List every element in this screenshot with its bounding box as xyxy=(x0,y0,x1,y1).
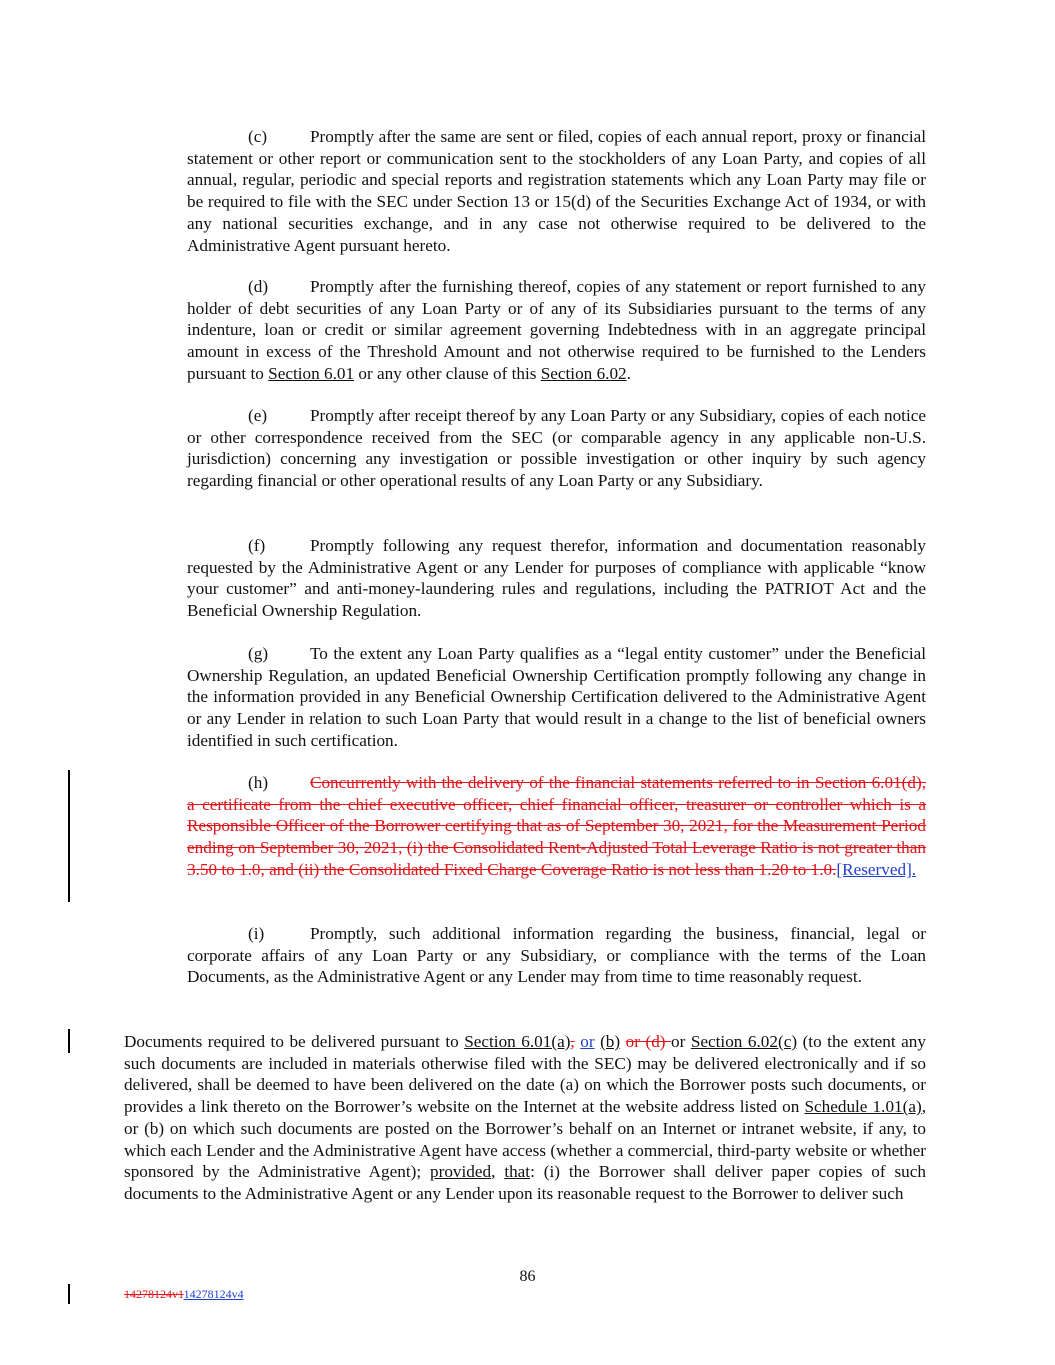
defined-term-that: that xyxy=(504,1162,531,1182)
paragraph-text: : (i) the Borrower shall deliver paper copies of such documents to the Administrative Agent or any Lender upon its reasonable request to the Borrower to deliver such xyxy=(124,1162,926,1203)
paragraph-text: Documents required to be delivered pursuant to xyxy=(124,1032,465,1051)
paragraph-label: (e) xyxy=(248,406,268,425)
paragraph-label: (d) xyxy=(248,277,269,296)
inserted-text: [Reserved]. xyxy=(836,859,917,879)
inserted-text: or xyxy=(580,1032,595,1051)
paragraph-text: or any other clause of this xyxy=(354,363,541,383)
paragraph-label: (h) xyxy=(248,773,269,792)
paragraph-text: To the extent any Loan Party qualifies as a “legal entity customer” under the Beneficial Ownership Regulation, an updated Beneficial Ownership Certification promptly following any change in the information provided in any Beneficial Ownership Certification delivered to the Administrative Agent or any Lender in relation to such Loan Party that would result in a change to the list of beneficial owners identified in such certification. xyxy=(187,644,926,750)
paragraph-text: . xyxy=(626,363,631,383)
paragraph-d xyxy=(187,276,926,385)
paragraph-text: , or (b) on which such documents are posted on the Borrower’s behalf on an Internet or intranet website, if any, to which each Lender and the Administrative Agent have access (whether a commercial, third-party website or whether sponsored by the Administrative Agent); xyxy=(124,1097,927,1182)
paragraph-g xyxy=(187,643,926,752)
section-reference: (b) xyxy=(600,1032,621,1051)
change-bar xyxy=(68,770,70,902)
paragraph-label: (i) xyxy=(248,924,265,943)
deleted-text: Concurrently with the delivery of the financial statements referred to in Section 6.01(d), a certificate from the chief executive officer, chief financial officer, treasurer or controller which is a Responsible Officer of the Borrower certifying that as of September 30, 2021, for the Measurement Period ending on September 30, 2021, (i) the Consolidated Rent-Adjusted Total Leverage Ratio is not greater than 3.50 to 1.0, and (ii) the Consolidated Fixed Charge Coverage Ratio is not less than 1.20 to 1.0. xyxy=(187,773,926,879)
page-number: 86 xyxy=(519,1268,536,1285)
paragraph-label: (g) xyxy=(248,644,269,663)
closing-paragraph xyxy=(124,1031,926,1205)
section-reference: Section 6.01 xyxy=(268,363,355,383)
deleted-text: , xyxy=(570,1032,575,1051)
paragraph-text: or xyxy=(671,1032,691,1051)
paragraph-text: , xyxy=(491,1162,505,1182)
section-reference: Section 6.02 xyxy=(540,363,627,383)
paragraph-c xyxy=(187,126,926,256)
paragraph-i xyxy=(187,923,926,988)
schedule-reference: Schedule 1.01(a) xyxy=(804,1097,922,1117)
paragraph-text: Promptly after receipt thereof by any Loan Party or any Subsidiary, copies of each notice or other correspondence received from the SEC (or comparable agency in any applicable non-U.S. jurisdiction) concerning any investigation or possible investigation or other inquiry by such agency regarding financial or other operational results of any Loan Party or any Subsidiary. xyxy=(187,406,926,491)
paragraph-h xyxy=(187,772,926,881)
paragraph-f xyxy=(187,535,926,622)
document-id xyxy=(124,1287,244,1302)
section-reference: Section 6.02(c) xyxy=(690,1032,798,1051)
paragraph-text: Promptly following any request therefor, information and documentation reasonably requested by the Administrative Agent or any Lender for purposes of compliance with applicable “know your customer” and anti-money-laundering rules and regulations, including the PATRIOT Act and the Beneficial Ownership Regulation. xyxy=(187,536,926,621)
paragraph-text: Promptly, such additional information regarding the business, financial, legal or corporate affairs of any Loan Party or any Subsidiary, or compliance with the terms of the Loan Documents, as the Administrative Agent or any Lender may from time to time reasonably request. xyxy=(187,924,926,987)
section-reference: Section 6.01(a) xyxy=(464,1032,571,1051)
deleted-text: or (d) xyxy=(625,1032,672,1051)
change-bar xyxy=(68,1284,70,1304)
paragraph-text: Promptly after the furnishing thereof, copies of any statement or report furnished to any holder of debt securities of any Loan Party or of any of its Subsidiaries pursuant to the terms of any indenture, loan or credit or similar agreement governing Indebtedness with in an aggregate principal amount in excess of the Threshold Amount and not otherwise required to be furnished to the Lenders pursuant to xyxy=(187,277,926,383)
paragraph-text: Promptly after the same are sent or filed, copies of each annual report, proxy or financial statement or other report or communication sent to the stockholders of any Loan Party, and copies of all annual, regular, periodic and special reports and registration statements which any Loan Party may file or be required to file with the SEC under Section 13 or 15(d) of the Securities Exchange Act of 1934, or with any national securities exchange, and in any case not otherwise required to be delivered to the Administrative Agent pursuant hereto. xyxy=(187,127,926,255)
paragraph-text: (to the extent any such documents are included in materials otherwise filed with the SEC) may be delivered electronically and if so delivered, shall be deemed to have been delivered on the date (a) on which the Borrower posts such documents, or provides a link thereto on the Borrower’s website on the Internet at the website address listed on xyxy=(124,1032,926,1117)
paragraph-e xyxy=(187,405,926,492)
defined-term-provided: provided xyxy=(430,1162,492,1182)
inserted-doc-id: 14278124v4 xyxy=(183,1287,244,1301)
deleted-doc-id: 14278124v1 xyxy=(124,1287,184,1301)
paragraph-label: (f) xyxy=(248,536,266,555)
paragraph-label: (c) xyxy=(248,127,268,146)
change-bar xyxy=(68,1029,70,1053)
